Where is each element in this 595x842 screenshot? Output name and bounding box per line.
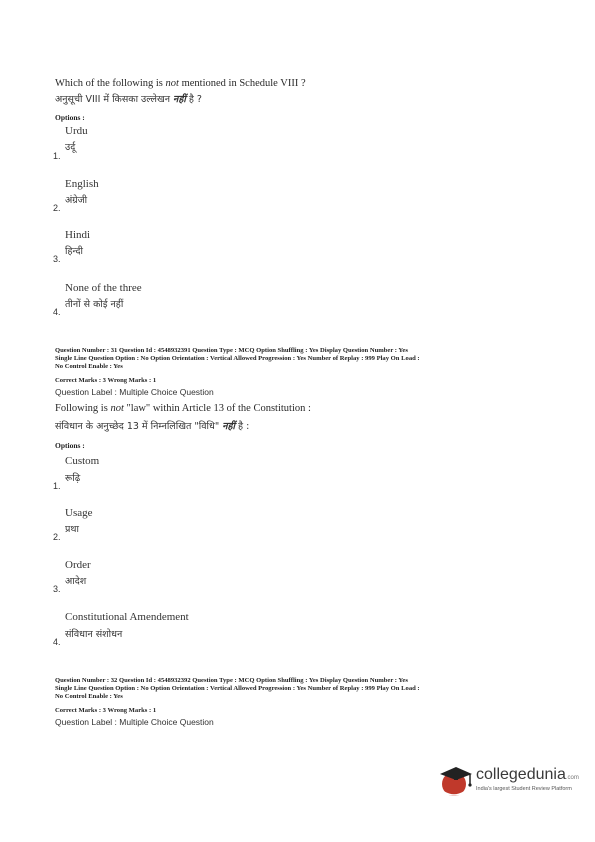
option-1-en: Custom [65, 455, 100, 467]
option-1-hi: उर्दू [65, 142, 76, 153]
option-3-number: 3. [53, 254, 61, 264]
logo-wordmark: collegedunia.com [476, 766, 579, 783]
question-31-text-hi: संविधान के अनुच्छेद 13 में निम्नलिखित "विधि" नहीं है : [55, 421, 250, 432]
question-32-meta: Question Number : 32 Question Id : 4548932392 Question Type : MCQ Option Shuffling : Yes Display Question Number : Yes Single Line Question Option : No Option Orientation : Vertical Allowed Progression : Yes Number of Replay : 999 Play On Load : No Control Enable : Yes [55, 677, 420, 701]
option-2-en: Usage [65, 507, 93, 519]
option-1-number: 1. [53, 481, 61, 491]
question-31-meta: Question Number : 31 Question Id : 4548932391 Question Type : MCQ Option Shuffling : Yes Display Question Number : Yes Single Line Question Option : No Option Orientation : Vertical Allowed Progression : Yes Number of Replay : 999 Play On Load : No Control Enable : Yes [55, 347, 420, 371]
options-label: Options : [55, 113, 85, 122]
logo-tagline: India's largest Student Review Platform [476, 786, 572, 792]
option-1-en: Urdu [65, 125, 88, 137]
graduate-cap-icon [438, 762, 474, 800]
option-4-number: 4. [53, 307, 61, 317]
option-1-hi: रूढ़ि [65, 473, 81, 484]
question-31-label: Question Label : Multiple Choice Question [55, 387, 214, 397]
question-30-text-hi: अनुसूची VIII में किसका उल्लेखन नहीं है ? [55, 94, 202, 105]
option-2-number: 2. [53, 532, 61, 542]
options-label: Options : [55, 441, 85, 450]
option-2-number: 2. [53, 203, 61, 213]
question-31-text-en: Following is not "law" within Article 13 of the Constitution : [55, 403, 311, 414]
option-4-hi: तीनों से कोई नहीं [65, 299, 124, 310]
option-4-en: None of the three [65, 282, 142, 294]
option-3-en: Hindi [65, 229, 91, 241]
option-3-hi: हिन्दी [65, 246, 83, 257]
option-2-hi: अंग्रेजी [65, 195, 88, 206]
option-4-number: 4. [53, 637, 61, 647]
question-32-label: Question Label : Multiple Choice Question [55, 717, 214, 727]
option-4-hi: संविधान संशोधन [65, 629, 123, 640]
question-32-marks: Correct Marks : 3 Wrong Marks : 1 [55, 707, 157, 714]
option-2-hi: प्रथा [65, 524, 79, 535]
question-30-text-en: Which of the following is not mentioned in Schedule VIII ? [55, 78, 306, 89]
option-3-hi: आदेश [65, 576, 87, 587]
option-4-en: Constitutional Amendement [65, 611, 189, 623]
option-2-en: English [65, 178, 99, 190]
option-3-en: Order [65, 559, 91, 571]
collegedunia-logo [438, 762, 578, 802]
option-3-number: 3. [53, 584, 61, 594]
option-1-number: 1. [53, 151, 61, 161]
question-31-marks: Correct Marks : 3 Wrong Marks : 1 [55, 377, 157, 384]
